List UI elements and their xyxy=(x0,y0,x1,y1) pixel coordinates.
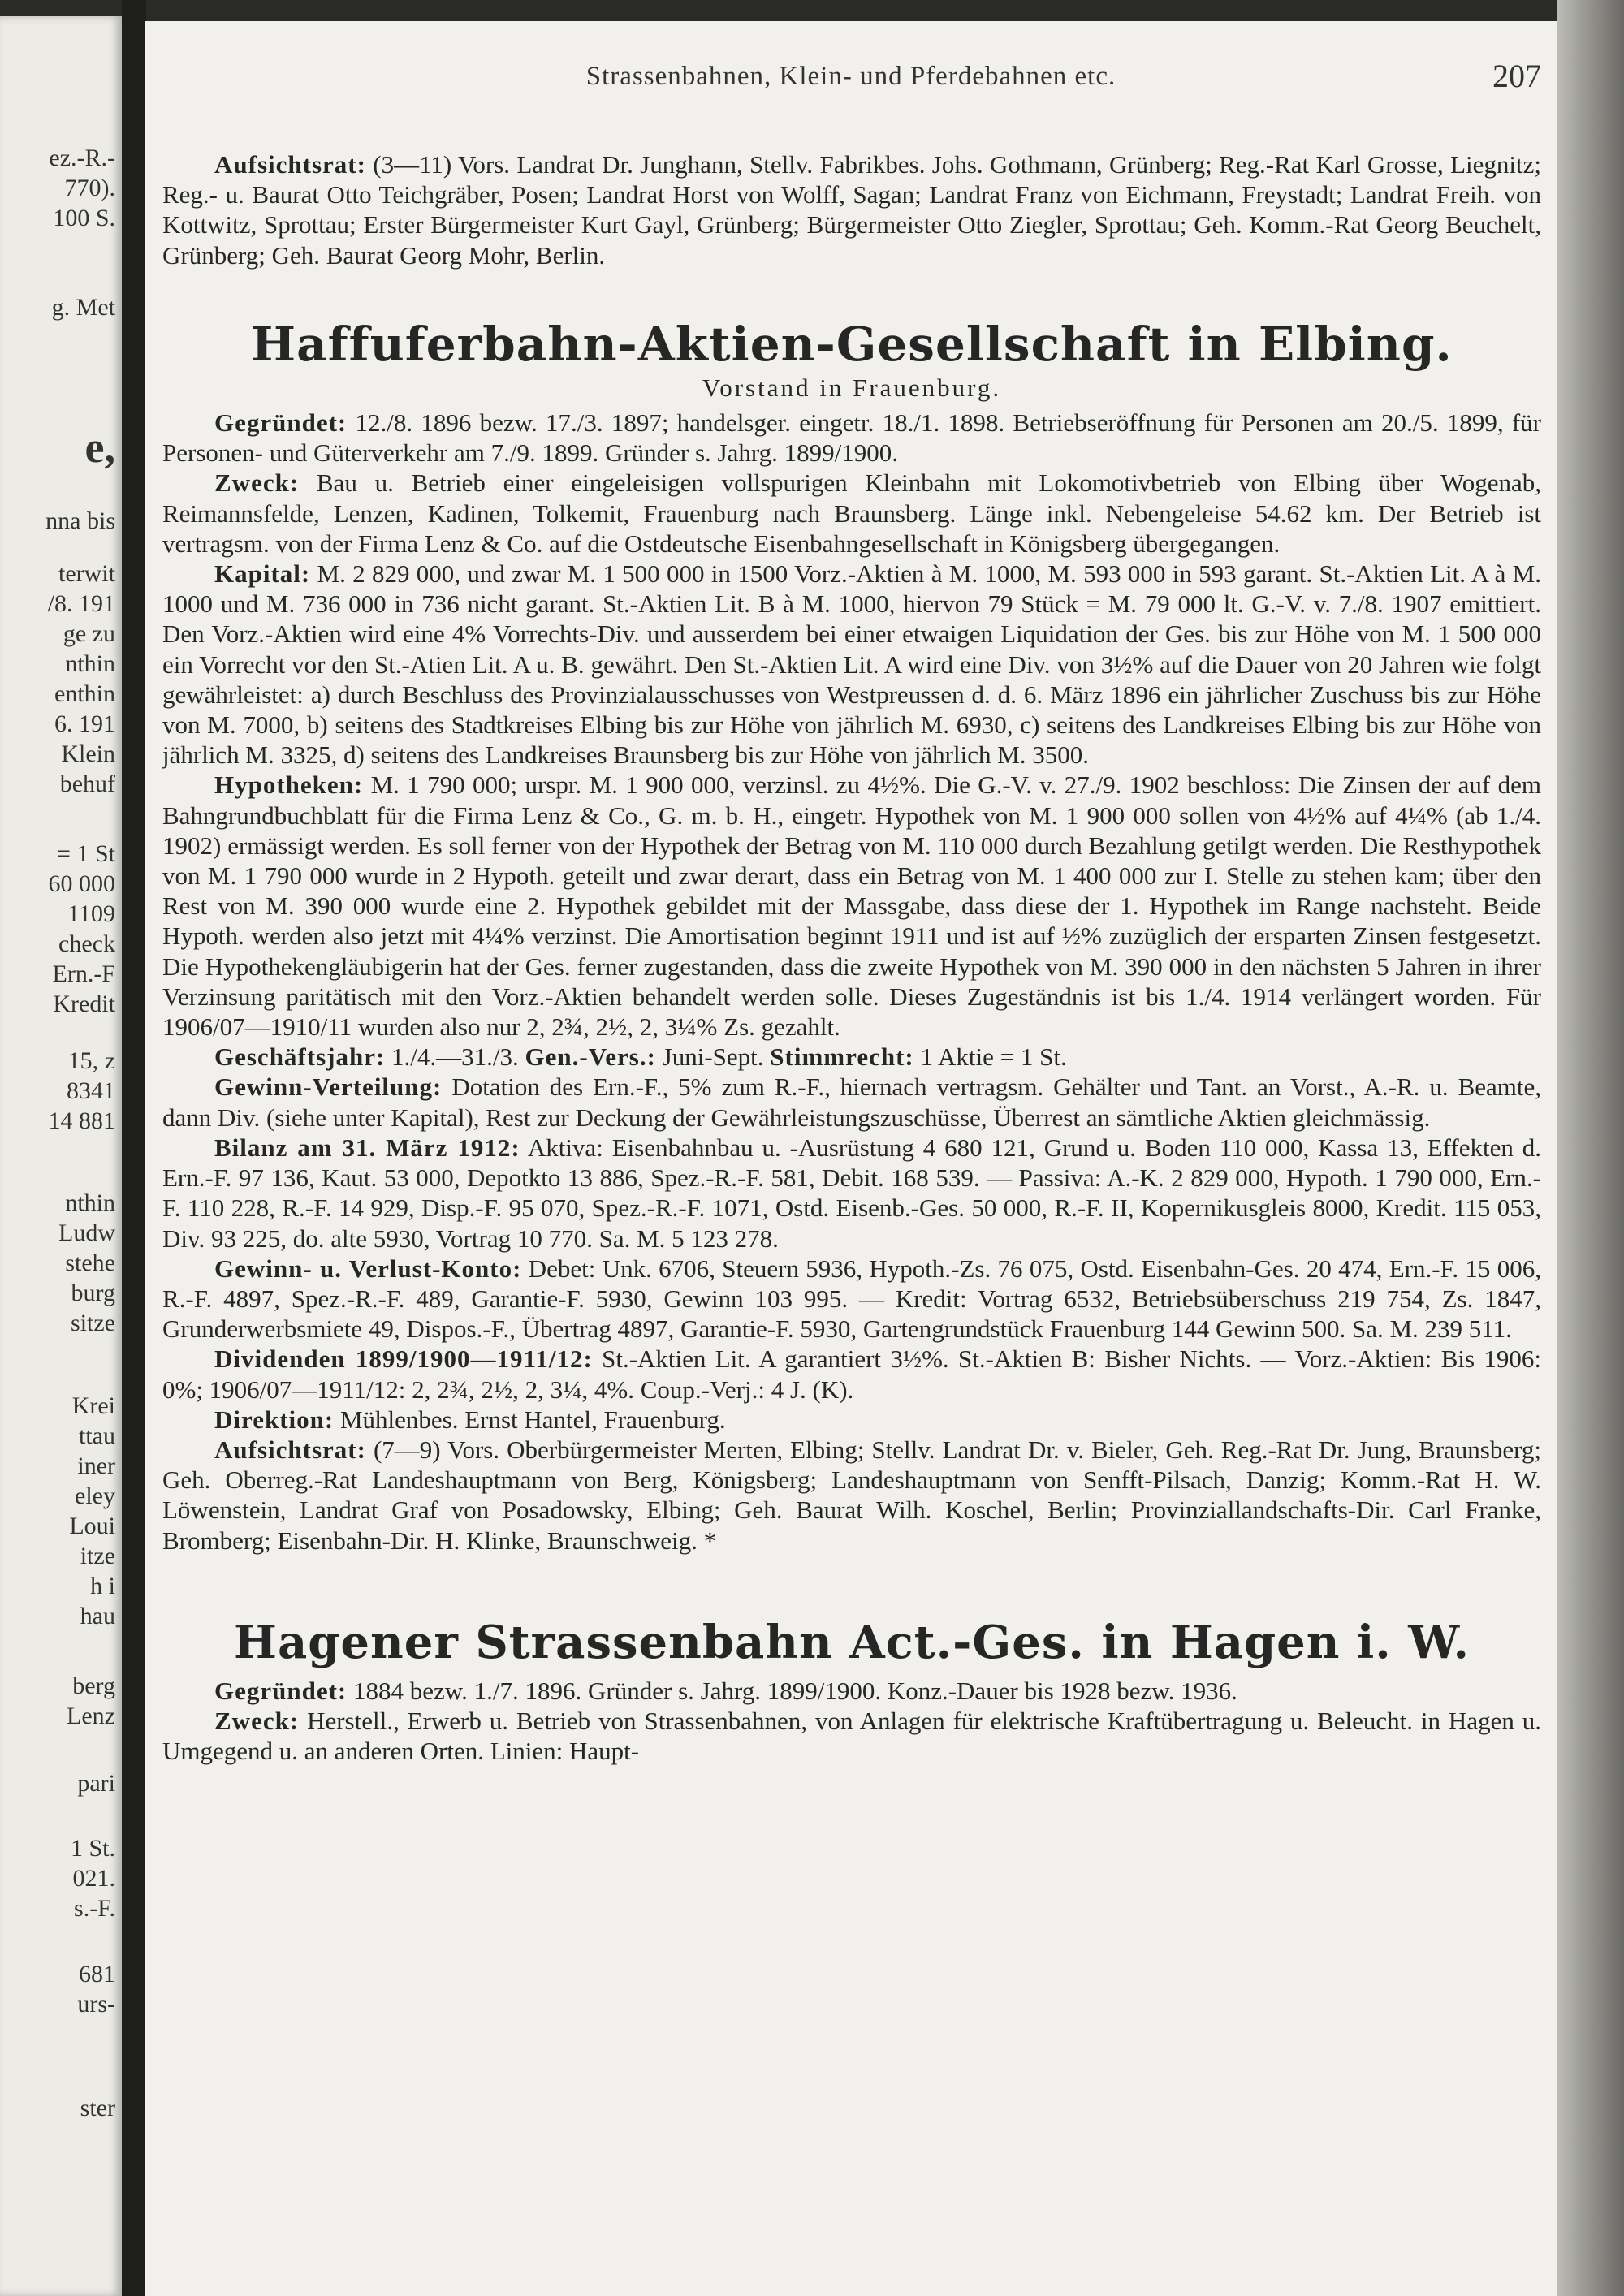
section-paragraph xyxy=(162,1405,1541,1435)
section-paragraph xyxy=(162,1435,1541,1556)
adjacent-page-text: itze xyxy=(80,1543,115,1569)
adjacent-page-text: stehe xyxy=(65,1249,115,1276)
section-text: 1./4.—31./3. xyxy=(385,1042,525,1072)
section-text: Mühlenbes. Ernst Hantel, Frauenburg. xyxy=(334,1405,726,1434)
company-subtitle: Vorstand in Frauenburg. xyxy=(702,373,1002,402)
adjacent-page-text: enthin xyxy=(54,680,115,707)
section-text: (3—11) Vors. Landrat Dr. Junghann, Stellv. Fabrikbes. Johs. Gothmann, Grünberg; Reg.-Rat Karl Grosse, Liegnitz; Reg.- u. Baurat Otto Teichgräber, Posen; Landrat Horst von Wolff, Sagan; Landrat Franz von Eichmann, Freystadt; Landrat Freih. von Kottwitz, Sprottau; Erster Bürgermeister Kurt Gayl, Grünberg; Bürgermeister Otto Ziegler, Sprottau; Geh. Komm.-Rat Georg Beuchelt, Grünberg; Geh. Baurat Georg Mohr, Berlin. xyxy=(162,150,1541,270)
adjacent-page-text: 6. 191 xyxy=(54,710,115,737)
section-label: Gewinn-Verteilung: xyxy=(214,1072,443,1102)
adjacent-page-text: Ludw xyxy=(58,1219,115,1246)
section-paragraph xyxy=(162,1706,1541,1766)
adjacent-page-text: terwit xyxy=(58,560,115,587)
section-text: 1 Aktie = 1 St. xyxy=(914,1042,1067,1072)
section-label: Gegründet: xyxy=(214,408,348,438)
book-gutter xyxy=(122,0,146,2296)
section-text: Juni-Sept. xyxy=(655,1042,771,1072)
adjacent-page-text: h i xyxy=(90,1573,115,1599)
adjacent-page-fragment xyxy=(0,16,122,2296)
adjacent-page-text: Klein xyxy=(61,740,115,767)
section-paragraph xyxy=(162,1676,1541,1706)
section-label: Stimmrecht: xyxy=(770,1042,914,1072)
adjacent-page-text: Loui xyxy=(69,1513,115,1539)
adjacent-page-text: ez.-R.- xyxy=(49,145,115,171)
section-label: Aufsichtsrat: xyxy=(214,150,366,179)
adjacent-page-text: 100 S. xyxy=(53,205,115,231)
section-label: Aufsichtsrat: xyxy=(214,1435,366,1464)
section-paragraph xyxy=(162,408,1541,468)
page-number: 207 xyxy=(1492,58,1541,94)
adjacent-page-text: 15, z xyxy=(67,1047,115,1074)
section-label: Gen.-Vers.: xyxy=(525,1042,656,1072)
section-paragraph xyxy=(162,1072,1541,1132)
section-text: Aktiva: Eisenbahnbau u. -Ausrüstung 4 680 121, Grund u. Boden 110 000, Kassa 13, Effekten d. Ern.-F. 97 136, Kaut. 53 000, Depotkto 13 886, Spez.-R.-F. 581, Debit. 168 539. — Passiva: A.-K. 2 829 000, Hypoth. 1 790 000, Ern.-F. 110 228, R.-F. 14 929, Disp.-F. 95 070, Spez.-R.-F. 1071, Ostd. Eisenb.-Ges. 50 000, R.-F. II, Kopernikusgleis 8000, Kredit. 115 053, Div. 93 225, do. alte 5930, Vortrag 10 770. Sa. M. 5 123 278. xyxy=(162,1133,1542,1253)
adjacent-page-text: /8. 191 xyxy=(47,590,115,617)
section-paragraph xyxy=(162,468,1541,559)
company-title: Haffuferbahn-Aktien-Gesellschaft in Elbing. xyxy=(251,316,1453,372)
section-paragraph xyxy=(162,1133,1541,1254)
adjacent-page-text: iner xyxy=(77,1452,115,1479)
adjacent-page-text: ttau xyxy=(79,1422,115,1449)
section-label: Zweck: xyxy=(214,1706,300,1735)
section-paragraph xyxy=(162,1042,1541,1072)
adjacent-page-text: urs- xyxy=(77,1991,115,2018)
adjacent-page-text: s.-F. xyxy=(74,1895,115,1922)
running-header-title: Strassenbahnen, Klein- und Pferdebahnen etc. xyxy=(585,62,1116,91)
adjacent-page-text: Kredit xyxy=(53,990,115,1017)
section-paragraph xyxy=(162,1254,1541,1344)
running-header xyxy=(145,58,1557,110)
adjacent-page-text: hau xyxy=(80,1603,115,1629)
section-text: Herstell., Erwerb u. Betrieb von Strassenbahnen, von Anlagen für elektrische Kraftübertragung u. Beleucht. in Hagen u. Umgegend u. an anderen Orten. Linien: Haupt- xyxy=(162,1706,1541,1766)
section-text: Dotation des Ern.-F., 5% zum R.-F., hiernach vertragsm. Gehälter und Tant. an Vorst., A.-R. u. Beamte, dann Div. (siehe unter Kapital), Rest zur Deckung der Gewährleistungszuschüsse, Überrest an sämtliche Aktien gleichmässig. xyxy=(162,1072,1541,1132)
adjacent-page-text: burg xyxy=(71,1280,115,1306)
adjacent-page-text: Lenz xyxy=(67,1703,115,1729)
section-text: (7—9) Vors. Oberbürgermeister Merten, Elbing; Stellv. Landrat Dr. v. Bieler, Geh. Reg.-Rat Dr. Jung, Braunsberg; Geh. Oberreg.-Rat Landeshauptmann von Berg, Königsberg; Landeshauptmann von Senfft-Pilsach, Danzig; Komm.-Rat H. W. Löwenstein, Landrat Graf von Posadowsky, Elbing; Geh. Baurat Wilh. Koschel, Berlin; Provinziallandschafts-Dir. Carl Franke, Bromberg; Eisenbahn-Dir. H. Klinke, Braunschweig. * xyxy=(162,1435,1541,1555)
adjacent-page-text: pari xyxy=(77,1770,115,1797)
adjacent-page-text: e, xyxy=(84,423,115,472)
section-text: St.-Aktien Lit. A garantiert 3½%. St.-Aktien B: Bisher Nichts. — Vorz.-Aktien: Bis 1906: 0%; 1906/07—1911/12: 2, 2¾, 2½, 2, 3¼, 4%. Coup.-Verj.: 4 J. (K). xyxy=(162,1344,1541,1404)
adjacent-page-text: Krei xyxy=(71,1392,115,1419)
adjacent-page-text: 14 881 xyxy=(48,1107,115,1134)
section-text: 1884 bezw. 1./7. 1896. Gründer s. Jahrg. 1899/1900. Konz.-Dauer bis 1928 bezw. 1936. xyxy=(347,1676,1237,1705)
section-label: Geschäftsjahr: xyxy=(214,1042,386,1072)
adjacent-page-text: 8341 xyxy=(67,1077,115,1104)
section-text: 12./8. 1896 bezw. 17./3. 1897; handelsger. eingetr. 18./1. 1898. Betriebseröffnung für Personen am 20./5. 1899, für Personen- und Güterverkehr am 7./9. 1899. Gründer s. Jahrg. 1899/1900. xyxy=(162,408,1541,468)
section-label: Dividenden 1899/1900—1911/12: xyxy=(214,1344,593,1374)
adjacent-page-text: nthin xyxy=(65,650,115,677)
section-label: Bilanz am 31. März 1912: xyxy=(214,1133,520,1162)
section-paragraph xyxy=(162,559,1541,770)
adjacent-page-text: ster xyxy=(80,2095,115,2121)
section-text: Debet: Unk. 6706, Steuern 5936, Hypoth.-Zs. 76 075, Ostd. Eisenbahn-Ges. 20 474, Ern.-F. 15 006, R.-F. 4897, Spez.-R.-F. 489, Garantie-F. 5930, Gewinn 103 995. — Kredit: Vortrag 6532, Betriebsüberschuss 219 754, Zs. 1847, Grunderwerbsmiete 49, Dispos.-F., Übertrag 4897, Garantie-F. 5930, Gartengrundstück Frauenburg 144 Gewinn 500. Sa. M. 239 511. xyxy=(162,1254,1542,1344)
section-paragraph xyxy=(162,770,1541,1042)
adjacent-page-text: nna bis xyxy=(45,507,115,534)
company-title-2: Hagener Strassenbahn Act.-Ges. in Hagen i. W. xyxy=(234,1615,1470,1669)
section-label: Gegründet: xyxy=(214,1676,348,1705)
adjacent-page-text: berg xyxy=(72,1672,115,1699)
section-text: M. 2 829 000, und zwar M. 1 500 000 in 1500 Vorz.-Aktien à M. 1000, M. 593 000 in 593 garant. St.-Aktien Lit. A à M. 1000 und M. 736 000 in 736 nicht garant. St.-Aktien Lit. B à M. 1000, hiervon 79 Stück = M. 79 000 lt. G.-V. v. 7./8. 1907 emittiert. Den Vorz.-Aktien wird eine 4% Vorrechts-Div. und ausserdem bei einer etwaigen Liquidation der Ges. bis zur Höhe von M. 1 500 000 ein Vorrecht vor den St.-Atien Lit. A u. B. gewährt. Den St.-Aktien Lit. A wird eine Div. von 3½% auf die Dauer von 20 Jahren wie folgt gewährleistet: a) durch Beschluss des Provinzialausschusses von Westpreussen d. d. 6. März 1896 ein jährlicher Zuschuss bis zur Höhe von M. 7000, b) seitens des Stadtkreises Elbing bis zur Höhe von jährlich M. 6930, c) seitens des Landkreises Elbing bis zur Höhe von jährlich M. 3325, d) seitens des Landkreises Braunsberg bis zur Höhe von jährlich M. 3500. xyxy=(162,559,1541,770)
adjacent-page-text: 681 xyxy=(79,1961,115,1987)
adjacent-page-text: ge zu xyxy=(63,620,115,647)
page-content xyxy=(162,149,1541,1766)
company-sections-2 xyxy=(162,1676,1541,1767)
adjacent-page-text: check xyxy=(58,930,115,957)
adjacent-page-text: nthin xyxy=(65,1189,115,1216)
adjacent-page-text: 1109 xyxy=(67,900,115,927)
adjacent-page-text: 1 St. xyxy=(70,1835,115,1862)
section-label: Zweck: xyxy=(214,468,300,498)
adjacent-page-text: eley xyxy=(75,1482,115,1509)
section-label: Hypotheken: xyxy=(214,770,364,800)
adjacent-page-text: 60 000 xyxy=(48,870,115,897)
adjacent-page-text: 021. xyxy=(72,1865,115,1892)
adjacent-page-text: Ern.-F xyxy=(52,960,115,987)
section-label: Kapital: xyxy=(214,559,311,589)
section-text: M. 1 790 000; urspr. M. 1 900 000, verzinsl. zu 4½%. Die G.-V. v. 27./9. 1902 beschloss: Die Zinsen der auf dem Bahngrundbuchblatt für die Firma Lenz & Co., G. m. b. H., eingetr. Hypothek von M. 1 900 000 sollen von 4½% auf 4¼% (ab 1./4. 1902) ermässigt werden. Es soll ferner von der Hypothek der Betrag von M. 110 000 durch Bezahlung getilgt werden. Die Resthypothek von M. 1 790 000 wurde in 2 Hypoth. geteilt und zwar derart, dass ein Betrag von M. 1 400 000 zur I. Stelle zu stehen kam; über den Rest von M. 390 000 wurde eine 2. Hypothek gebildet mit der Massgabe, dass diese der 1. Hypothek im Range nachsteht. Beide Hypoth. werden also jetzt mit 4¼% verzinst. Die Amortisation beginnt 1911 und ist auf ½% zuzüglich der ersparten Zinsen festgesetzt. Die Hypothekengläubigerin hat der Ges. ferner zugestanden, dass die zweite Hypothek von M. 390 000 in den nächsten 5 Jahren in ihrer Verzinsung paritätisch mit den Vorz.-Aktien behandelt werden solle. Dieses Zugeständnis ist bis 1./4. 1914 verlängert worden. Für 1906/07—1910/11 wurden also nur 2, 2¾, 2½, 2, 3¼% Zs. gezahlt. xyxy=(162,770,1541,1042)
section-text: Bau u. Betrieb einer eingeleisigen vollspurigen Kleinbahn mit Lokomotivbetrieb von Elbing über Wogenab, Reimannsfelde, Lenzen, Kadinen, Tolkemit, Frauenburg nach Braunsberg. Länge inkl. Nebengeleise 54.62 km. Der Betrieb ist vertragsm. von der Firma Lenz & Co. auf die Ostdeutsche Eisenbahngesellschaft in Königsberg übergegangen. xyxy=(162,468,1541,558)
document-page xyxy=(145,21,1557,2296)
section-label: Direktion: xyxy=(214,1405,335,1434)
adjacent-page-text: g. Met xyxy=(51,294,115,321)
section-label: Gewinn- u. Verlust-Konto: xyxy=(214,1254,522,1283)
adjacent-page-text: behuf xyxy=(59,770,115,797)
adjacent-page-text: 770). xyxy=(64,175,115,201)
company-sections xyxy=(162,408,1541,1556)
supervisory-board-previous xyxy=(162,149,1541,270)
adjacent-page-text: = 1 St xyxy=(57,840,115,867)
section-paragraph xyxy=(162,1344,1541,1404)
page-edge xyxy=(1557,0,1624,2296)
adjacent-page-text: sitze xyxy=(71,1310,115,1336)
